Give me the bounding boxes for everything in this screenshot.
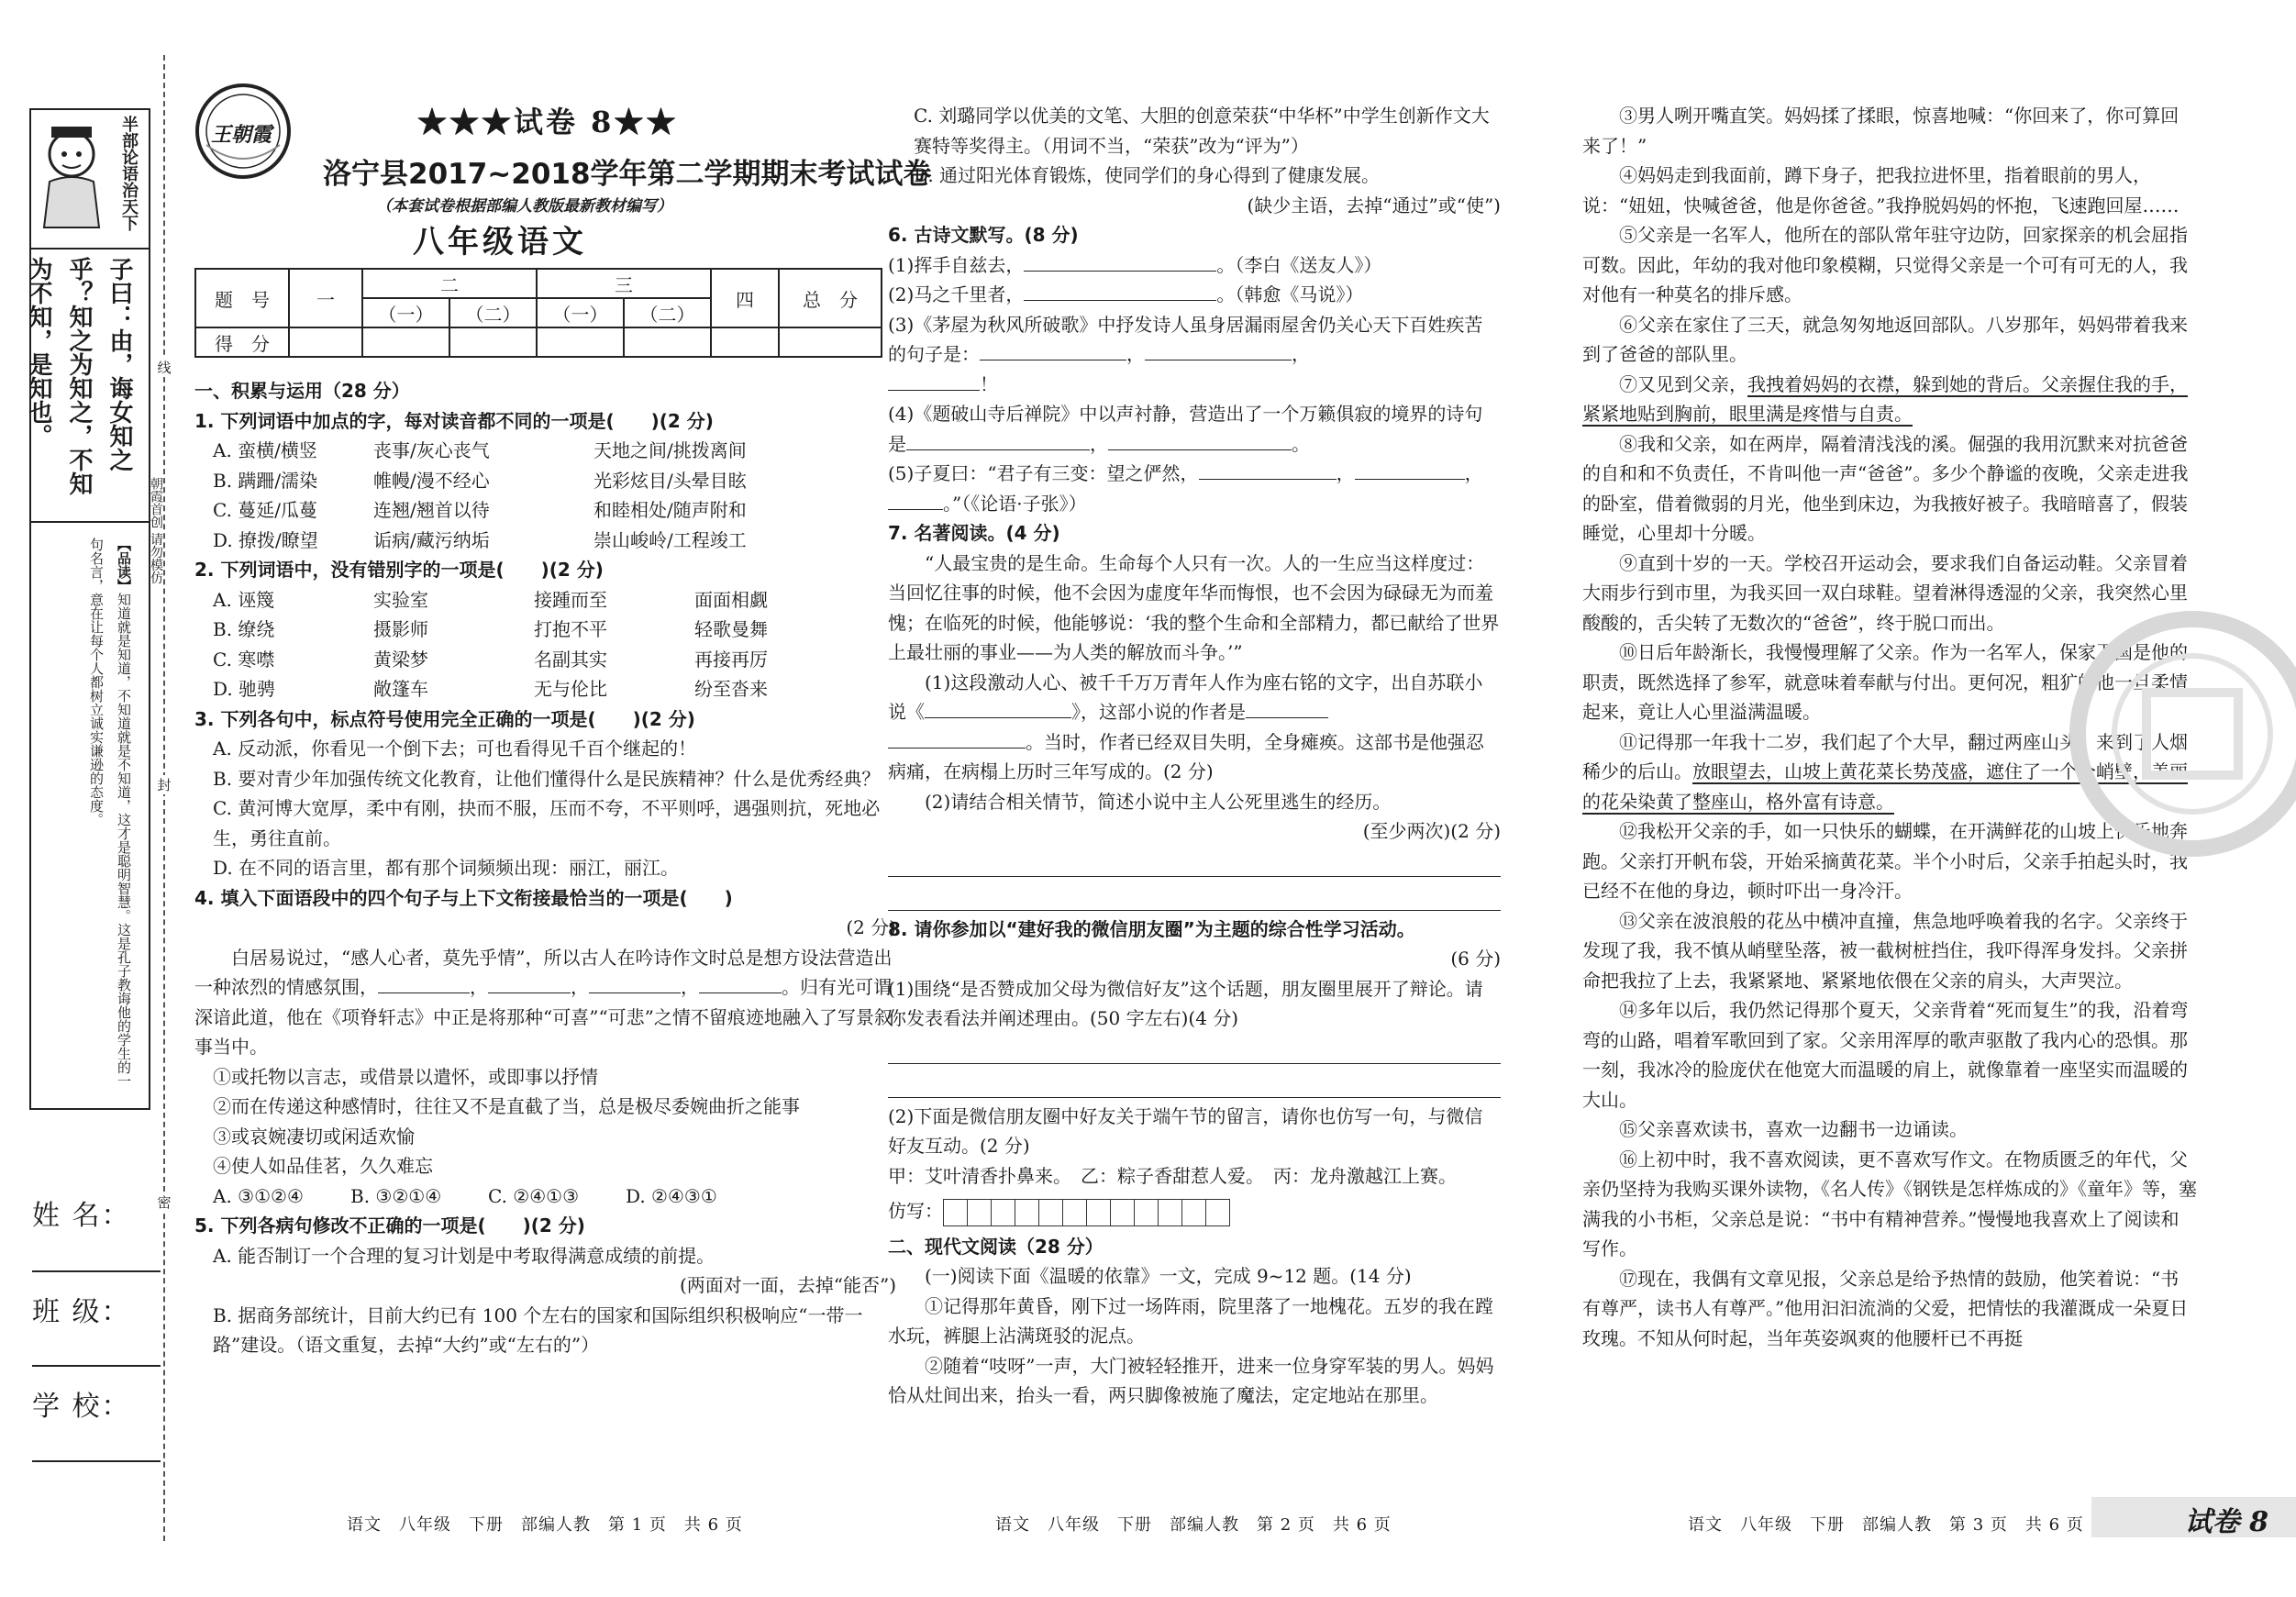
para-7: ⑦又见到父亲，我拽着妈妈的衣襟，躲到她的背后。父亲握住我的手，紧紧地贴到胸前，眼里满是疼惜与自责。 <box>1582 372 2188 425</box>
q1-option-d[interactable]: D. 撩拨/瞭望 诟病/藏污纳垢 崇山峻岭/工程竣工 <box>213 528 747 551</box>
class-field-line[interactable] <box>32 1365 161 1367</box>
para-8: ⑧我和父亲，如在两岸，隔着清浅浅的溪。倔强的我用沉默来对抗爸爸的自和和不负责任，不肯叫他一声“爸爸”。多少个静谧的夜晚，父亲走进我的卧室，借着微弱的月光，他坐到床边，为我掖好被子。我暗暗喜了，假装睡觉，心里却十分暖。 <box>1582 432 2189 544</box>
q8-score: (6 分) <box>1450 948 1501 970</box>
q4-options[interactable]: A. ③①②④ B. ③②①④ C. ②④①③ D. ②④③① <box>213 1184 717 1207</box>
q4-item-2: ②而在传递这种感情时，往往又不是直截了当，总是极尽委婉曲折之能事 <box>213 1095 800 1117</box>
motto-text: 半部论语治天下 <box>119 116 139 231</box>
para-15: ⑮父亲喜欢读书，喜欢一边翻书一边诵读。 <box>1619 1118 1968 1140</box>
q5-option-d[interactable]: D. 通过阳光体育锻炼，使同学们的身心得到了健康发展。 <box>914 164 1381 186</box>
score-cell[interactable] <box>779 327 882 357</box>
q4-score: (2 分) <box>846 916 896 938</box>
score-row-label: 得 分 <box>195 327 289 357</box>
exam-number: ★★★试卷 8★★ <box>417 105 679 139</box>
q7-answer-line[interactable] <box>888 881 1501 911</box>
q5-option-b[interactable]: B. 据商务部统计，目前大约已有 100 个左右的国家和国际组织积极响应“一带一路”建设。（语文重复，去掉“大约”或“左右的”） <box>213 1303 863 1356</box>
q8-imitate: 仿写： <box>888 1196 1501 1226</box>
pindu-text-block <box>83 538 138 1097</box>
score-head-3: 三 <box>537 269 711 298</box>
q4-stem: 4. 填入下面语段中的四个句子与上下文衔接最恰当的一项是( ) <box>194 886 733 909</box>
q4-item-3: ③或哀婉凄切或闲适欢愉 <box>213 1125 415 1148</box>
q4-blank[interactable] <box>699 974 782 993</box>
watermark-seal-icon <box>2018 605 2296 862</box>
q7-2-note: (至少两次)(2 分) <box>1362 820 1501 842</box>
para-16: ⑯上初中时，我不喜欢阅读，更不喜欢写作文。在物质匮乏的年代，父亲仍坚持为我购买课外读物，《名人传》《钢铁是怎样炼成的》《童年》等，塞满我的小书柜，父亲总是说：“书中有精神营养。”慢慢地我喜欢上了阅读和写作。 <box>1582 1148 2197 1259</box>
q1-stem: 1. 下列词语中加点的字，每对读音都不同的一项是( )(2 分) <box>194 409 714 432</box>
score-table <box>194 268 882 358</box>
q6-blank[interactable] <box>888 372 980 391</box>
q3-option-a[interactable]: A. 反动派，你看见一个倒下去；可也看得见千百个继起的！ <box>213 738 697 760</box>
score-cell[interactable] <box>711 327 779 357</box>
q7-answer-line[interactable] <box>888 847 1501 877</box>
q7-blank[interactable] <box>888 729 1026 749</box>
score-head-2: 二 <box>362 269 537 298</box>
q6-2: (2)马之千里者， 。（韩愈《马说》） <box>888 283 1364 305</box>
q3-stem: 3. 下列各句中，标点符号使用完全正确的一项是( )(2 分) <box>194 707 695 730</box>
q6-blank[interactable] <box>1199 460 1337 480</box>
footer-page-1: 语文 八年级 下册 部编人教 第 1 页 共 6 页 <box>347 1515 743 1535</box>
q6-5: (5)子夏曰：“君子有三变：望之俨然， ， ， 。”（《论语·子张》） <box>888 462 1483 515</box>
para-10: ⑩日后年龄渐长，我慢慢理解了父亲。作为一名军人，保家卫国是他的职责，既然选择了参军，就意味着奉献与付出。更何况，粗犷的他一旦柔情起来，竟让人心里溢满温暖。 <box>1582 641 2188 723</box>
q7-2: (2)请结合相关情节，简述小说中主人公死里逃生的经历。 <box>925 790 1392 813</box>
score-sub-3-2: （二） <box>624 298 711 327</box>
q4-blank[interactable] <box>589 974 681 993</box>
motto-box <box>29 108 150 250</box>
exam-title: 洛宁县2017~2018学年第二学期期末考试试卷 <box>323 158 932 191</box>
q5-option-a-fix: (两面对一面，去掉“能否”) <box>679 1274 896 1296</box>
reading-1-intro: (一)阅读下面《温暖的依靠》一文，完成 9~12 题。(14 分) <box>925 1265 1412 1287</box>
q6-blank[interactable] <box>1024 252 1216 272</box>
para-2: ②随着“吱呀”一声，大门被轻轻推开，进来一位身穿军装的男人。妈妈恰从灶间出来，抬头一看，两只脚像被施了魔法，定定地站在那里。 <box>888 1354 1494 1406</box>
q1-option-b[interactable]: B. 蹒跚/濡染 帷幔/漫不经心 光彩炫目/头晕目眩 <box>213 469 747 492</box>
q5-stem: 5. 下列各病句修改不正确的一项是( )(2 分) <box>194 1214 585 1237</box>
class-field-label: 班 级： <box>32 1296 131 1328</box>
school-field-label: 学 校： <box>32 1391 131 1423</box>
q6-blank[interactable] <box>888 491 943 510</box>
pindu-label: 【品读】 <box>116 538 132 593</box>
score-sub-2-1: （一） <box>362 298 449 327</box>
score-head-4: 四 <box>711 269 779 327</box>
q2-option-d[interactable]: D. 驰骋 敞篷车 无与伦比 纷至沓来 <box>213 678 768 700</box>
q6-blank[interactable] <box>980 341 1126 360</box>
q6-stem: 6. 古诗文默写。(8 分) <box>888 224 1079 246</box>
q6-blank[interactable] <box>1024 282 1216 301</box>
q5-option-a[interactable]: A. 能否制订一个合理的复习计划是中考取得满意成绩的前提。 <box>213 1244 715 1267</box>
para-3: ③男人咧开嘴直笑。妈妈揉了揉眼，惊喜地喊：“你回来了，你可算回来了！” <box>1582 105 2180 157</box>
score-cell[interactable] <box>362 327 449 357</box>
score-cell[interactable] <box>537 327 624 357</box>
q2-stem: 2. 下列词语中，没有错别字的一项是( )(2 分) <box>194 559 604 581</box>
para-12: ⑫我松开父亲的手，如一只快乐的蝴蝶，在开满鲜花的山坡上快乐地奔跑。父亲打开帆布袋，开始采摘黄花菜。半个小时后，父亲手拍起头时，我已经不在他的身边，顿时吓出一身冷汗。 <box>1582 820 2188 902</box>
exam-subtitle: （本套试卷根据部编人教版最新教材编写） <box>376 197 672 216</box>
q8-answer-line[interactable] <box>888 1068 1501 1098</box>
column-1 <box>194 376 896 1360</box>
q4-item-1: ①或托物以言志，或借景以遣怀，或即事以抒情 <box>213 1065 598 1088</box>
q3-option-d[interactable]: D. 在不同的语言里，都有那个词频频出现：丽江，丽江。 <box>213 857 680 879</box>
para-14: ⑭多年以后，我仍然记得那个夏天，父亲背着“死而复生”的我，沿着弯弯的山路，唱着军歌回到了家。父亲用浑厚的歌声驱散了我内心的恐惧。那一刻，我冰冷的脸庞伏在他宽大而温暖的肩上，就像靠着一座坚实而温暖的大山。 <box>1582 999 2189 1111</box>
q1-option-c[interactable]: C. 蔓延/瓜蔓 连翘/翘首以待 和睦相处/随声附和 <box>213 499 747 521</box>
q5-option-d-fix: (缺少主语，去掉“通过”或“使”) <box>1247 194 1501 216</box>
q2-option-a[interactable]: A. 诬篾 实验室 接踵而至 面面相觑 <box>213 588 768 611</box>
score-head-total: 总 分 <box>779 269 882 327</box>
name-field-label: 姓 名： <box>32 1200 131 1232</box>
confucius-quote-box <box>25 246 150 523</box>
q6-blank[interactable] <box>1355 460 1465 480</box>
exam-subject: 八年级语文 <box>413 224 587 261</box>
q6-3: (3)《茅屋为秋风所破歌》中抒发诗人虽身居漏雨屋舍仍关心天下百姓疾苦的句子是： ， ， ！ <box>888 313 1483 395</box>
scholar-cartoon-icon <box>35 117 106 235</box>
para-11-underlined: 放眼望去，山坡上黄花菜长势茂盛，遮住了一个个峭壁，美丽的花朵染黄了整座山，格外富有诗意。 <box>1582 760 2188 813</box>
para-5: ⑤父亲是一名军人，他所在的部队常年驻守边防，回家探亲的机会屈指可数。因此，年幼的我对他印象模糊，只觉得父亲是一个可有可无的人，我对他有一种莫名的排斥感。 <box>1582 224 2188 305</box>
logo-text: 王朝霞 <box>211 123 272 147</box>
para-4: ④妈妈走到我面前，蹲下身子，把我拉进怀里，指着眼前的男人，说：“妞妞，快喊爸爸，他是你爸爸。”我挣脱妈妈的怀抱，飞速跑回屋…… <box>1582 164 2180 216</box>
school-field-line[interactable] <box>32 1460 161 1462</box>
q5-option-c[interactable]: C. 刘璐同学以优美的文笔、大胆的创意荣获“中华杯”中学生创新作文大赛特等奖得主。（用词不当，“荣获”改为“评为”） <box>914 105 1490 157</box>
pindu-text: 知道就是知道，不知道就是不知道，这才是聪明智慧。这是孔子教诲他的学生的一句名言，意在让每个人都树立诚实谦逊的态度。 <box>88 538 132 1088</box>
q6-1: (1)挥手自兹去， 。（李白《送友人》） <box>888 253 1382 276</box>
q7-blank[interactable] <box>1246 699 1328 718</box>
q6-4: (4)《题破山寺后禅院》中以声衬静，营造出了一个万籁俱寂的境界的诗句是 ， 。 <box>888 403 1483 455</box>
score-sub-3-1: （一） <box>537 298 624 327</box>
q2-option-c[interactable]: C. 寒噤 黄梁梦 名副其实 再接再厉 <box>213 648 768 671</box>
q8-2: (2)下面是微信朋友圈中好友关于端午节的留言，请你也仿写一句，与微信好友互动。(2 分) <box>888 1104 1483 1157</box>
cut-label-xian: 线 <box>154 358 174 377</box>
q4-passage-1: 白居易说过，“感人心者，莫先乎情”，所以古人在吟诗作文时总是想方设法营造出一种浓烈的情感氛围， ， ， ， 。归有光可谓深谙此道，他在《项脊轩志》中正是将那种“可喜”“可悲”之情不留痕迹地融入了写景叙事当中。 <box>194 946 893 1058</box>
q7-stem: 7. 名著阅读。(4 分) <box>888 522 1060 544</box>
score-sub-2-2: （二） <box>449 298 537 327</box>
para-6: ⑥父亲在家住了三天，就急匆匆地返回部队。八岁那年，妈妈带着我来到了爸爸的部队里。 <box>1582 313 2188 365</box>
para-11: ⑪记得那一年我十二岁，我们起了个大早，翻过两座山头，来到了人烟稀少的后山。放眼望去，山坡上黄花菜长势茂盛，遮住了一个个峭壁，美丽的花朵染黄了整座山，格外富有诗意。 <box>1582 730 2188 813</box>
column-2 <box>888 101 1501 1411</box>
q6-blank[interactable] <box>906 431 1090 450</box>
imitate-grid[interactable] <box>943 1199 1230 1226</box>
q6-blank[interactable] <box>1145 341 1292 360</box>
para-7-underlined: 我拽着妈妈的衣襟，躲到她的背后。父亲握住我的手，紧紧地贴到胸前，眼里满是疼惜与自责。 <box>1582 372 2188 425</box>
pindu-box <box>29 521 150 1110</box>
score-cell[interactable] <box>624 327 711 357</box>
para-9: ⑨直到十岁的一天。学校召开运动会，要求我们自备运动鞋。父亲冒着大雨步行到市里，为我买回一双白球鞋。望着淋得透湿的父亲，我突然心里酸酸的，舌尖转了无数次的“爸爸”，终于脱口而出。 <box>1582 551 2188 634</box>
q8-1: (1)围绕“是否赞成加父母为微信好友”这个话题，朋友圈里展开了辩论。请你发表看法并阐述理由。(50 字左右)(4 分) <box>888 977 1483 1029</box>
score-cell[interactable] <box>449 327 537 357</box>
footer-page-3: 语文 八年级 下册 部编人教 第 3 页 共 6 页 <box>1688 1515 2084 1535</box>
q6-blank[interactable] <box>1108 431 1292 450</box>
para-13: ⑬父亲在波浪般的花丛中横冲直撞，焦急地呼唤着我的名字。父亲终于发现了我，我不慎从峭壁坠落，被一截树桩挡住，我吓得浑身发抖。父亲拼命把我拉了上去，我紧紧地、紧紧地依偎在父亲的肩头，大声哭泣。 <box>1582 909 2188 992</box>
q4-blank[interactable] <box>378 974 470 993</box>
q8-stem: 8. 请你参加以“建好我的微信朋友圈”为主题的综合性学习活动。 <box>888 917 1415 940</box>
vertical-note: 朝霞首创 请勿模仿 <box>149 477 163 584</box>
score-cell[interactable] <box>289 327 362 357</box>
q7-quote: “人最宝贵的是生命。生命每个人只有一次。人的一生应当这样度过：当回忆往事的时候，他不会因为虚度年华而悔恨，也不会因为碌碌无为而羞愧；在临死的时候，他能够说：‘我的整个生命和全部精力，都已献给了世界上最壮丽的事业——为人类的解放而斗争。’” <box>888 551 1500 663</box>
confucius-quote: 子曰：由，诲女知之乎？知之为知之，不知为不知，是知也。 <box>25 257 133 495</box>
q7-blank[interactable] <box>925 699 1071 718</box>
para-17: ⑰现在，我偶有文章见报，父亲总是给予热情的鼓励，他笑着说：“书有尊严，读书人有尊严。”他用汩汩流淌的父爱，把情怯的我灌溉成一朵夏日玫瑰。不知从何时起，当年英姿飒爽的他腰杆已不再挺 <box>1582 1267 2189 1349</box>
score-head-1: 一 <box>289 269 362 327</box>
q7-1: (1)这段激动人心、被千千万万青年人作为座右铭的文字，出自苏联小说《 》，这部小说的作者是 。当时，作者已经双目失明，全身瘫痪。这部书是他强忍病痛，在病榻上历时三年写成的。(2 分) <box>888 671 1484 782</box>
score-head-label: 题 号 <box>195 269 289 327</box>
q3-option-c[interactable]: C. 黄河博大宽厚，柔中有刚，抉而不服，压而不夸，不平则呼，遇强则抗，死地必生，勇往直前。 <box>213 797 881 849</box>
q2-option-b[interactable]: B. 缭绕 摄影师 打抱不平 轻歌曼舞 <box>213 618 768 640</box>
para-1: ①记得那年黄昏，刚下过一场阵雨，院里落了一地槐花。五岁的我在蹚水玩，裤腿上沾满斑驳的泥点。 <box>888 1294 1493 1347</box>
footer-page-2: 语文 八年级 下册 部编人教 第 2 页 共 6 页 <box>995 1515 1392 1535</box>
cut-label-feng: 封 <box>154 775 174 794</box>
q8-answer-line[interactable] <box>888 1034 1501 1064</box>
q1-option-a[interactable]: A. 蛮横/横竖 丧事/灰心丧气 天地之间/挑拨离间 <box>213 439 747 461</box>
q8-examples: 甲：艾叶清香扑鼻来。 乙：粽子香甜惹人爱。 丙：龙舟激越江上赛。 <box>888 1164 1457 1187</box>
q4-item-4: ④使人如品佳茗，久久难忘 <box>213 1155 433 1177</box>
footer-exam-badge: 试卷 8 <box>2091 1497 2296 1537</box>
section-1-heading: 一、积累与运用（28 分） <box>194 380 410 402</box>
q3-option-b[interactable]: B. 要对青少年加强传统文化教育，让他们懂得什么是民族精神？什么是优秀经典？ <box>213 767 881 790</box>
q4-blank[interactable] <box>488 974 571 993</box>
name-field-line[interactable] <box>32 1270 161 1272</box>
section-2-heading: 二、现代文阅读（28 分） <box>888 1235 1104 1258</box>
cut-label-mi: 密 <box>154 1192 174 1212</box>
